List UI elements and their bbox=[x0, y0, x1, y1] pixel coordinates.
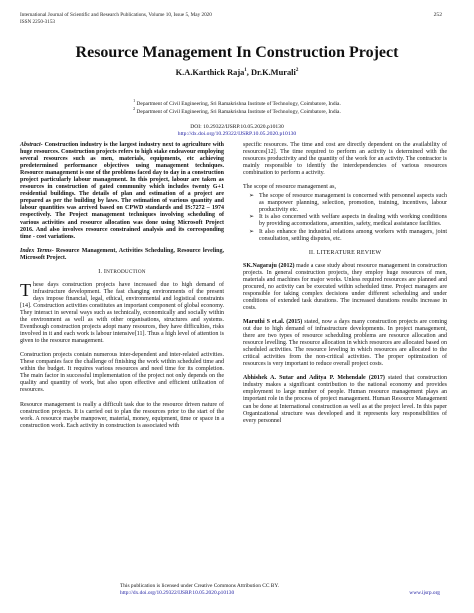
issn: ISSN 2250-3153 bbox=[20, 18, 56, 25]
index-terms bbox=[20, 248, 224, 262]
continuation-paragraph: specific resources. The time and cost are directly dependent on the availability of resources[12]. The time required to perform an activity is determined with the resources productivity and the quantity of the work for an activity. The contractor is mainly responsible to identify the interdependencies of various resources combination to perform a activity. bbox=[243, 142, 447, 177]
drop-cap: T bbox=[20, 279, 31, 300]
list-item bbox=[249, 214, 447, 228]
section-number: I. bbox=[98, 268, 103, 275]
arrow-bullet-icon: ➢ bbox=[249, 228, 255, 235]
intro-paragraph-1 bbox=[20, 279, 224, 345]
affiliation-2 bbox=[0, 106, 474, 115]
list-item bbox=[249, 193, 447, 214]
literature-author: Maruthi S et.al. (2015) bbox=[243, 318, 303, 325]
literature-text: made a case study about resource management in construction projects. In general construction projects, they employ huge resources of men, materials and machines for major works. Unless required resources are planned and procured, no activity can be executed within scheduled time. Project managers are responsible for taking complex decisions under different scheduling and under conditions of extended task durations. The increased durations results increase in costs. bbox=[243, 262, 447, 311]
literature-text: stated, now a days many construction projects are coming out due to high demand of infrastructure developments. In project management, there are two types of resource scheduling problems are resource allocation and resource levelling. The resource allocation in which resources are allocated based on scheduled activities. The resource leveling in which resources are allocated to the critical activities from the non-critical activities. The proper optimization of resources is very important to reduce overall project costs. bbox=[243, 318, 447, 368]
section-title-rest: NTRODUCTION bbox=[106, 268, 146, 275]
affiliation-1-sup: 1 bbox=[133, 98, 136, 103]
literature-author: SK.Nagaraju (2012) bbox=[243, 262, 295, 269]
running-header bbox=[20, 12, 212, 25]
footer-left bbox=[120, 583, 279, 596]
author-1: K.A.Karthick Raja bbox=[175, 68, 245, 77]
scope-list bbox=[243, 193, 447, 242]
authors bbox=[0, 68, 474, 77]
journal-site-link[interactable]: www.ijsrp.org bbox=[409, 589, 440, 596]
section-title-first: I bbox=[103, 268, 107, 275]
list-item-text: It is also concerned with welfare aspects in dealing with working conditions by providing accomodations, amenities, safety, medical assistance facilities. bbox=[259, 214, 447, 228]
doi-block bbox=[0, 124, 474, 138]
abstract bbox=[20, 142, 224, 241]
author-2: , Dr.K.Murali bbox=[246, 68, 296, 77]
section-title: LITERATURE REVIEW bbox=[316, 249, 382, 256]
list-item bbox=[249, 228, 447, 243]
section-heading-literature-review bbox=[243, 250, 447, 257]
section-number: II. bbox=[308, 249, 315, 256]
left-column bbox=[20, 142, 224, 437]
section-heading-introduction bbox=[20, 269, 224, 276]
index-terms-label: Index Terms bbox=[20, 247, 52, 254]
affiliation-2-sup: 2 bbox=[133, 106, 136, 111]
literature-entry-3 bbox=[243, 375, 447, 424]
affiliation-1-text: Department of Civil Engineering, Sri Ramakrishna Institute of Technology, Coimbatore, India. bbox=[136, 100, 341, 107]
list-item-text: It also enhance the industrial relations among workers with managers, joint consultation, settling disputes, etc. bbox=[259, 228, 447, 242]
intro-paragraph-2: Construction projects contain numerous inter-dependent and inter-related activities. These companies face the challenge of finishing the work within scheduled time and within the budget. It requires various resources and need time for its completion. The main factor in successful implementation of the project not only depends on the quality and quantity of work, but also upon effective and efficient utilization of resources. bbox=[20, 352, 224, 394]
literature-author: Abhishek A. Sutar and Aditya P. Mehendale (2017) bbox=[243, 375, 385, 382]
literature-entry-1 bbox=[243, 263, 447, 312]
arrow-bullet-icon: ➢ bbox=[249, 214, 255, 221]
author-2-sup: 2 bbox=[295, 68, 299, 74]
abstract-label: Abstract- bbox=[20, 142, 43, 148]
arrow-bullet-icon: ➢ bbox=[249, 193, 255, 200]
affiliation-2-text: Department of Civil Engineering, Sri Ramakrishna Institute of Technology, Coimbatore, India. bbox=[136, 108, 341, 115]
footer-doi-link[interactable]: http://dx.doi.org/10.29322/IJSRP.10.05.2020.p10130 bbox=[120, 589, 235, 596]
list-item-text: The scope of resource management is concerned with personnel aspects such as manpower planning, selection, promotion, training, incentives, labour productivity etc. bbox=[259, 193, 447, 214]
index-terms-text: - Resource Management, Activities Scheduling, Resource leveling, Microsoft Project. bbox=[20, 247, 224, 261]
doi-text: DOI: 10.29322/IJSRP.10.05.2020.p10130 bbox=[190, 124, 284, 130]
license-text: This publication is licensed under Creative Commons Attribution CC BY. bbox=[120, 583, 279, 589]
right-column bbox=[243, 142, 447, 432]
scope-intro: The scope of resource management as, bbox=[243, 184, 336, 191]
literature-entry-2 bbox=[243, 319, 447, 368]
page-number: 252 bbox=[433, 12, 442, 18]
literature-text: stated that construction industry makes a significant contribution to the national economy and provides employment to large number of people. Human resource management plays an important role in the process of project management. Human Resource Management can be done at International construction as well as at the project level. In this paper Organizational structure was developed and it represents key responsibilities of every personnel bbox=[243, 375, 447, 424]
paper-title: Resource Management In Construction Project bbox=[75, 44, 399, 61]
abstract-text: Construction industry is the largest industry next to agriculture with huge resources. Construction projects refers to high stake endeavour employing several resources such as men, materials, equipments, etc achieving predetermined performance objectives using management techniques. Resource management is one of the problems faced day to day in a construction project particularly labour management. In this project, labour are taken as resources in construction of gated community which includes twenty G+1 residential buildings. The details of plan and estimation of a project are prepared as per the building by laws. The estimation of various quantity and labour quantities was arrived based on CPWD standards and IS:7272 – 1974 respectively. The Project management techniques involving scheduling of various activities and resource allocation was done using Microsoft Project 2016. And also involves resource constrained analysis and its corresponding time - cost variations. bbox=[20, 142, 224, 240]
journal-name: International Journal of Scientific and Research Publications, Volume 10, Issue 5, May 2020 bbox=[20, 12, 212, 18]
intro-paragraph-1-text: hese days construction projects have increased due to high demand of infrastructure development. The fast changing environments of the present days impose financial, legal, ethical, environmental and logistical constraints [14]. Construction activities constitutes an important component of global economy. They interact in several ways such as technically, economically and socially within the environment as well as with other organisations, structures and systems. Eventhough construction projects adopt many resources, they have difficulties, risks involved in it and each work is labour intensive[11]. Thus a high level of attention is given to the resource management. bbox=[20, 281, 224, 345]
author-1-sup: 1 bbox=[244, 68, 247, 74]
intro-paragraph-3: Resource management is really a difficult task due to the resource driven nature of construction projects. It is carried out to plan the resources prior to the start of the work. A resource maybe manpower, material, money, equipment, time or space in a construction work. Each activity in construction is associated with bbox=[20, 401, 224, 429]
doi-link[interactable]: http://dx.doi.org/10.29322/IJSRP.10.05.2020.p10130 bbox=[177, 131, 297, 137]
